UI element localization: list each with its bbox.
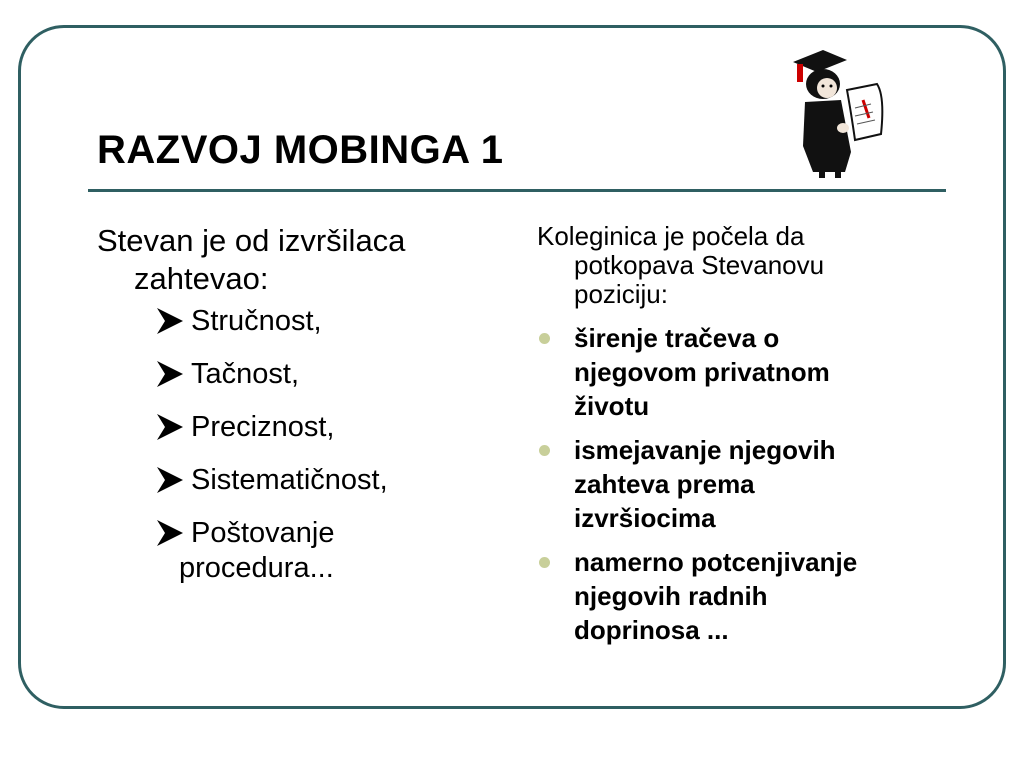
- list-item: [97, 516, 517, 586]
- graduate-icon: [785, 42, 897, 178]
- right-intro: [537, 222, 957, 309]
- list-item-line-2: njegovom privatnom: [574, 357, 830, 387]
- list-item-text: Stručnost,: [191, 305, 322, 337]
- left-intro-line-2: zahtevao:: [134, 261, 269, 296]
- right-column: [537, 222, 957, 657]
- arrow-bullet-icon: [155, 359, 185, 389]
- list-item-line-3: izvršiocima: [574, 503, 716, 533]
- arrow-bullet-icon: [155, 518, 185, 548]
- list-item-line-1: namerno potcenjivanje: [574, 547, 858, 577]
- list-item: [537, 433, 957, 535]
- list-item: [97, 304, 517, 339]
- bullet-dot-icon: [539, 445, 550, 456]
- slide-title: RAZVOJ MOBINGA 1: [97, 128, 504, 172]
- left-column: [97, 222, 517, 604]
- list-item-line-3: doprinosa ...: [574, 615, 729, 645]
- list-item: [97, 463, 517, 498]
- list-item: [537, 545, 957, 647]
- right-intro-line-1: Koleginica je počela da: [537, 221, 805, 251]
- arrow-bullet-icon: [155, 306, 185, 336]
- list-item-line-1: ismejavanje njegovih: [574, 435, 836, 465]
- list-item: [537, 321, 957, 423]
- bullet-dot-icon: [539, 333, 550, 344]
- list-item-text: Poštovanje: [191, 517, 335, 549]
- list-item: [97, 410, 517, 445]
- list-item-line-1: širenje tračeva o: [574, 323, 780, 353]
- bullet-dot-icon: [539, 557, 550, 568]
- title-divider: [88, 189, 946, 192]
- list-item-line-3: životu: [574, 391, 650, 421]
- list-item-text: Sistematičnost,: [191, 464, 388, 496]
- left-intro-line-1: Stevan je od izvršilaca: [97, 223, 406, 258]
- list-item-text: Preciznost,: [191, 411, 335, 443]
- right-intro-line-3: poziciju:: [574, 279, 668, 309]
- requirements-list: [97, 304, 517, 586]
- arrow-bullet-icon: [155, 465, 185, 495]
- list-item: [97, 357, 517, 392]
- list-item-line-2: zahteva prema: [574, 469, 755, 499]
- list-item-text: Tačnost,: [191, 358, 299, 390]
- list-item-line-2: njegovih radnih: [574, 581, 768, 611]
- arrow-bullet-icon: [155, 412, 185, 442]
- right-intro-line-2: potkopava Stevanovu: [574, 250, 825, 280]
- list-item-text-continued: procedura...: [179, 552, 334, 584]
- left-intro: [97, 222, 517, 298]
- behaviors-list: [537, 321, 957, 647]
